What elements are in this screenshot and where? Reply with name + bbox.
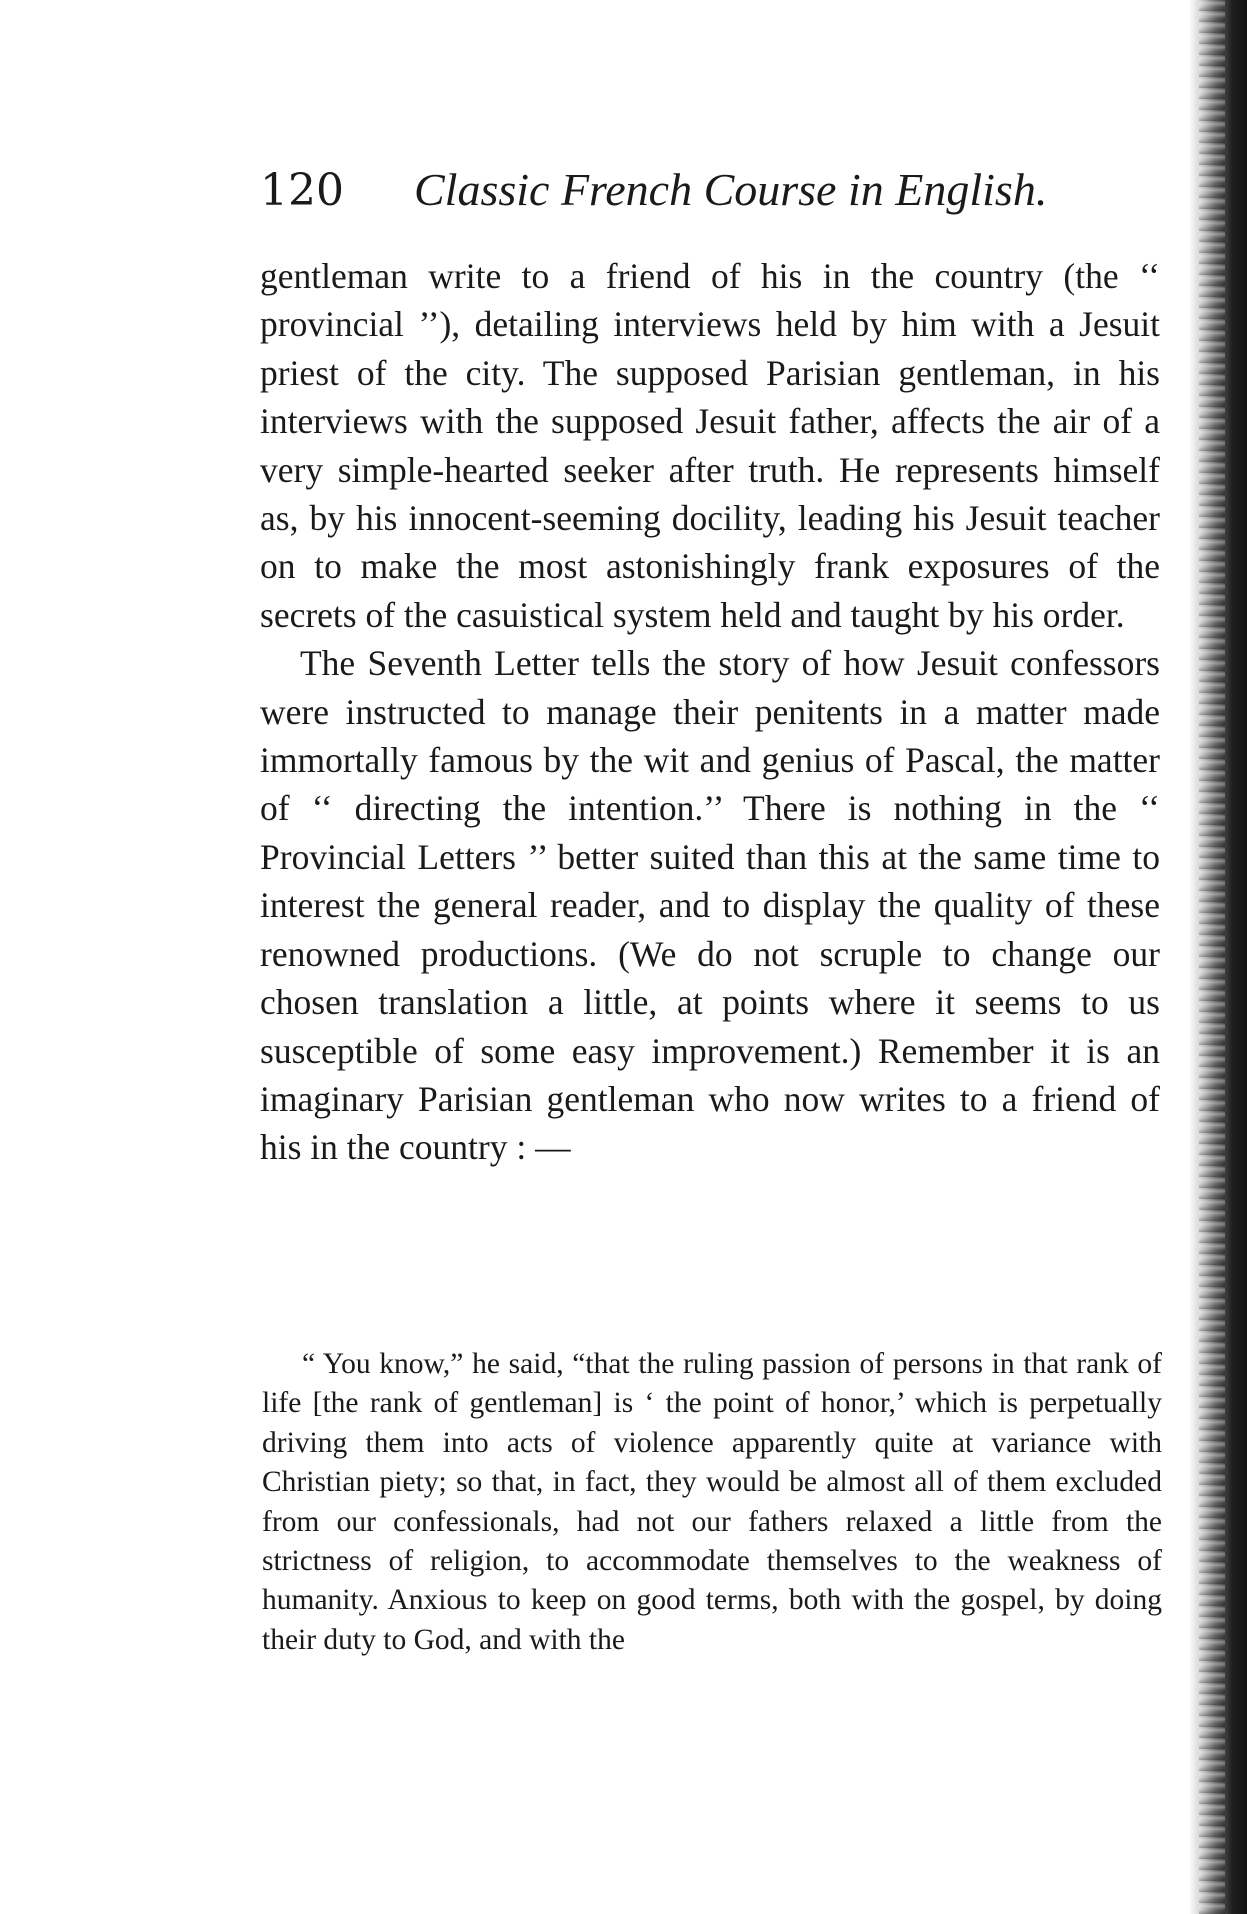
paragraph-seventh-letter: The Seventh Letter tells the story of how Jesuit confessors were instructed to manage their penitents in a matter made immortally famous by the wit and genius of Pascal, the matter of ‘‘ directing the intention.’’ There is nothing in the ‘‘ Provincial Letters ’’ better suited than this at the same time to interest the general reader, and to display the quality of these renowned productions. (We do not scruple to change our chosen translation a little, at points where it seems to us susceptible of some easy improvement.) Remember it is an imaginary Parisian gentleman who now writes to a friend of his in the country : — — [260, 643, 1160, 1168]
block-quotation — [262, 1345, 1162, 1660]
running-header — [260, 160, 1160, 220]
scanned-page-edge — [1189, 0, 1247, 1914]
quotation-paragraph: “ You know,” he said, “that the ruling passion of persons in that rank of life [the rank of gentleman] is ‘ the point of honor,’ which is perpetually driving them into acts of violence apparently quite at variance with Christian piety; so that, in fact, they would be almost all of them excluded from our confessionals, had not our fathers relaxed a little from the strictness of religion, to accommodate themselves to the weakness of humanity. Anxious to keep on good terms, both with the gospel, by doing their duty to God, and with the — [262, 1348, 1162, 1656]
main-text — [260, 252, 1160, 1172]
book-title: Classic French Course in English. — [413, 164, 1048, 215]
paragraph-continued: gentleman write to a friend of his in the country (the ‘‘ provincial ’’), detailing interviews held by him with a Jesuit priest of the city. The supposed Parisian gentleman, in his interviews with the supposed Jesuit father, affects the air of a very simple-hearted seeker after truth. He represents himself as, by his innocent-seeming docility, leading his Jesuit teacher on to make the most astonishingly frank exposures of the secrets of the casuistical system held and taught by his order. — [260, 256, 1160, 635]
page-number: 120 — [260, 165, 344, 216]
